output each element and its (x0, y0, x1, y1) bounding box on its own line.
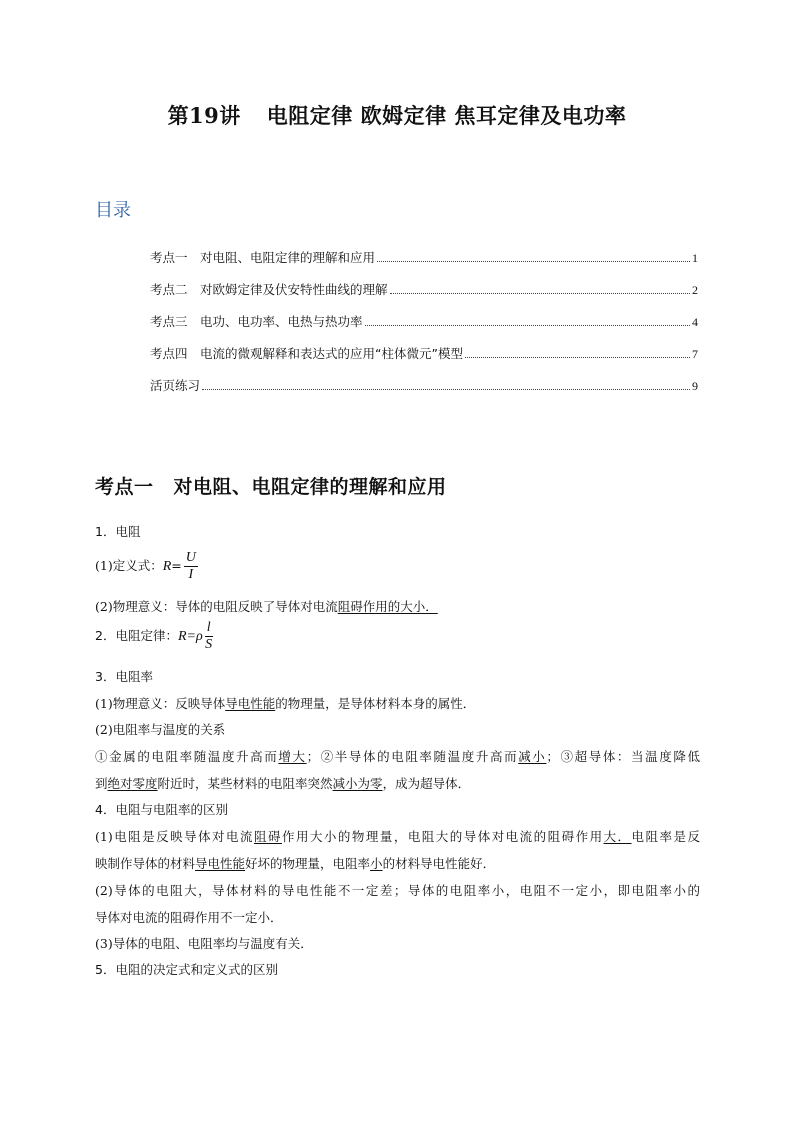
section-number: 考点一 (95, 476, 154, 498)
toc-item-page: 7 (692, 347, 698, 361)
fraction-denominator: I (188, 567, 194, 582)
toc-leader (390, 293, 690, 294)
text-run: ；③超导体：当温度降低 (546, 749, 700, 764)
temperature-relation-line: (2)电阻率与温度的关系 (95, 722, 226, 737)
equals-sign: = (171, 558, 182, 573)
text-run: 电阻率是反 (631, 829, 700, 844)
underlined-answer: 减小为零 (332, 776, 383, 791)
fraction-u-over-i (184, 550, 198, 583)
text-run: 到 (95, 776, 108, 791)
toc-item-page: 1 (692, 251, 698, 265)
section-title: 对电阻、电阻定律的理解和应用 (173, 476, 447, 498)
lecture-number: 第19讲 (167, 103, 241, 128)
text-run: 映制作导体的材料 (95, 856, 196, 871)
underlined-answer: 绝对零度 (107, 776, 158, 791)
subheading-resistance: 1．电阻 (95, 524, 141, 539)
fraction-denominator: S (205, 637, 213, 652)
difference-line-5: (3)导体的电阻、电阻率均与温度有关． (95, 936, 313, 951)
text-run: ，成为超导体． (382, 776, 471, 791)
underlined-answer: 增大 (278, 749, 307, 764)
fraction-l-over-s (205, 620, 213, 653)
toc-item-label: 考点四 电流的微观解释和表达式的应用“柱体微元”模型 (150, 346, 463, 361)
toc-item[interactable] (150, 362, 698, 394)
text-run: 好坏的物理量，电阻率 (245, 856, 371, 871)
text-run: ①金属的电阻率随温度升高而 (95, 749, 279, 764)
difference-line-4: 导体对电流的阻碍作用不一定小． (95, 910, 283, 925)
definition-line (95, 550, 198, 583)
underlined-answer: 减小 (518, 749, 547, 764)
symbol-r: R (162, 559, 172, 574)
toc-leader (465, 357, 690, 358)
difference-line-2 (95, 854, 495, 872)
toc-leader (377, 261, 690, 262)
toc-item-page: 4 (692, 315, 698, 329)
fraction-numerator: U (185, 550, 196, 565)
toc-leader (365, 325, 690, 326)
toc-item-label: 考点一 对电阻、电阻定律的理解和应用 (150, 250, 376, 265)
difference-line-1 (95, 827, 700, 845)
text-run: 作用大小的物理量，电阻大的导体对电流的阻碍作用 (281, 829, 604, 844)
difference-line-3: (2)导体的电阻大，导体材料的导电性能不一定差；导体的电阻率小，电阻不一定小，即电阻率小的 (95, 883, 700, 898)
subheading-difference: 4．电阻与电阻率的区别 (95, 802, 228, 817)
toc-item[interactable] (150, 330, 698, 362)
subheading-formula-difference: 5．电阻的决定式和定义式的区别 (95, 962, 278, 977)
text-run: ；②半导体的电阻率随温度升高而 (306, 749, 519, 764)
toc-heading: 目录 (95, 200, 131, 221)
lecture-topics: 电阻定律 欧姆定律 焦耳定律及电功率 (266, 103, 627, 128)
subheading-resistivity: 3．电阻率 (95, 669, 153, 684)
physical-meaning-line (95, 597, 438, 615)
definition-prefix: (1)定义式： (95, 558, 163, 573)
law-label: 2．电阻定律： (95, 628, 178, 643)
toc-leader (202, 389, 690, 390)
document-title (0, 100, 794, 130)
text-run: 的材料导电性能好． (382, 856, 496, 871)
toc-item-label: 考点三 电功、电功率、电热与热功率 (150, 314, 363, 329)
text-run: (1)电阻是反映导体对电流 (95, 829, 255, 844)
toc-item-label: 活页练习 (150, 378, 201, 393)
temperature-line-2 (95, 774, 470, 792)
resistivity-meaning-line (95, 694, 475, 712)
underlined-answer: 大． (603, 829, 632, 844)
underlined-answer: 导电性能 (195, 856, 246, 871)
equals-rho: =ρ (186, 629, 203, 644)
toc-item-page: 2 (692, 283, 698, 297)
underlined-answer: 小 (370, 856, 383, 871)
table-of-contents (150, 234, 698, 394)
underlined-answer: 导电性能 (225, 696, 276, 711)
temperature-line-1 (95, 747, 700, 765)
toc-item-page: 9 (692, 379, 698, 393)
toc-item[interactable] (150, 266, 698, 298)
text-run: 附近时，某些材料的电阻率突然 (157, 776, 333, 791)
toc-item[interactable] (150, 234, 698, 266)
text-run: (1)物理意义：反映导体 (95, 696, 226, 711)
underlined-answer: 阻碍作用的大小． (337, 599, 438, 614)
toc-item-label: 考点二 对欧姆定律及伏安特性曲线的理解 (150, 282, 388, 297)
resistance-law-line (95, 620, 213, 653)
section-heading (95, 472, 447, 499)
symbol-r: R (177, 629, 187, 644)
text-run: (2)物理意义：导体的电阻反映了导体对电流 (95, 599, 338, 614)
text-run: 的物理量，是导体材料本身的属性． (275, 696, 476, 711)
toc-item[interactable] (150, 298, 698, 330)
fraction-numerator: l (206, 620, 211, 635)
underlined-answer: 阻碍 (254, 829, 282, 844)
